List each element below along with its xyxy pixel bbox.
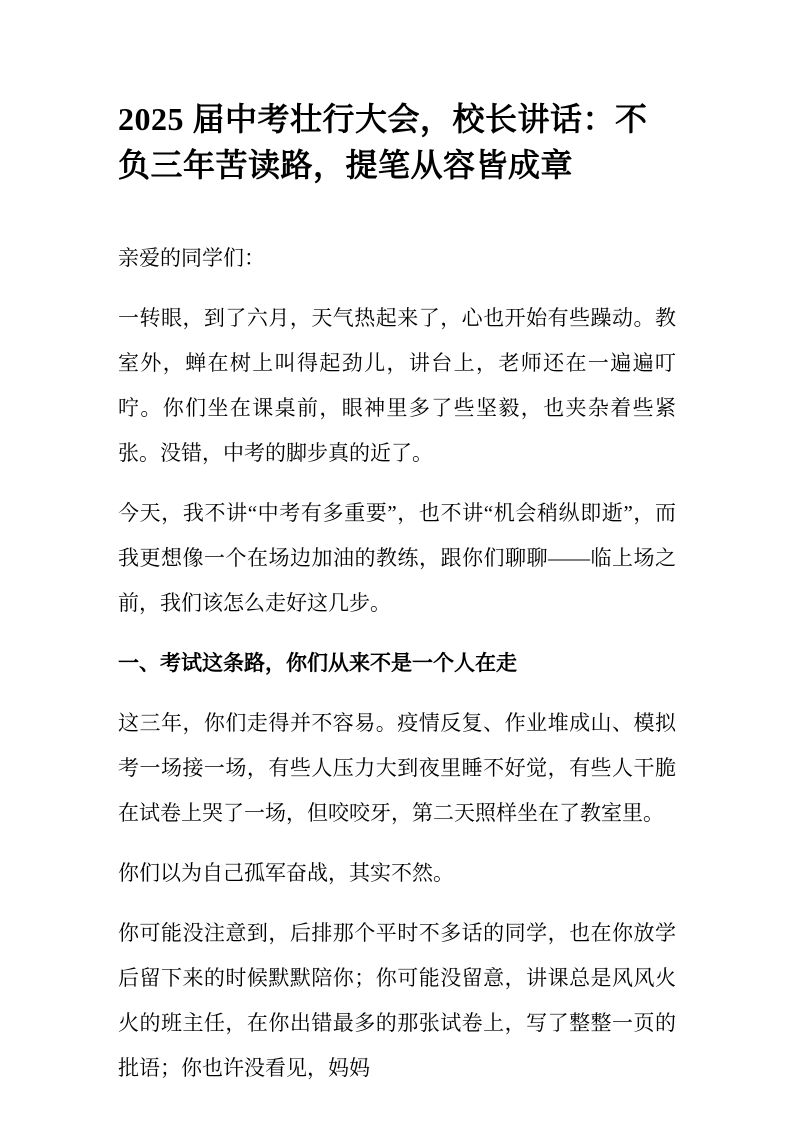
paragraph: 一转眼，到了六月，天气热起来了，心也开始有些躁动。教室外，蝉在树上叫得起劲儿，讲台上，老师还在一遍遍叮咛。你们坐在课桌前，眼神里多了些坚毅，也夹杂着些紧张。没错，中考的脚步真的近了。: [118, 306, 676, 465]
section-heading-1: 一、考试这条路，你们从来不是一个人在走: [118, 652, 517, 675]
document-title: 2025 届中考壮行大会，校长讲话：不负三年苦读路，提笔从容皆成章: [118, 101, 648, 183]
paragraph: 你可能没注意到，后排那个平时不多话的同学，也在你放学后留下来的时候默默陪你；你可能没留意，讲课总是风风火火的班主任，在你出错最多的那张试卷上，写了整整一页的批语；你也许没看见，妈妈: [118, 921, 676, 1080]
paragraph: 今天，我不讲“中考有多重要”，也不讲“机会稍纵即逝”，而我更想像一个在场边加油的教练，跟你们聊聊——临上场之前，我们该怎么走好这几步。: [118, 501, 676, 615]
salutation-paragraph: 亲爱的同学们：: [118, 246, 265, 270]
paragraph: 这三年，你们走得并不容易。疫情反复、作业堆成山、模拟考一场接一场，有些人压力大到夜里睡不好觉，有些人干脆在试卷上哭了一场，但咬咬牙，第二天照样坐在了教室里。: [118, 711, 676, 825]
paragraph: 你们以为自己孤军奋战，其实不然。: [118, 861, 454, 885]
